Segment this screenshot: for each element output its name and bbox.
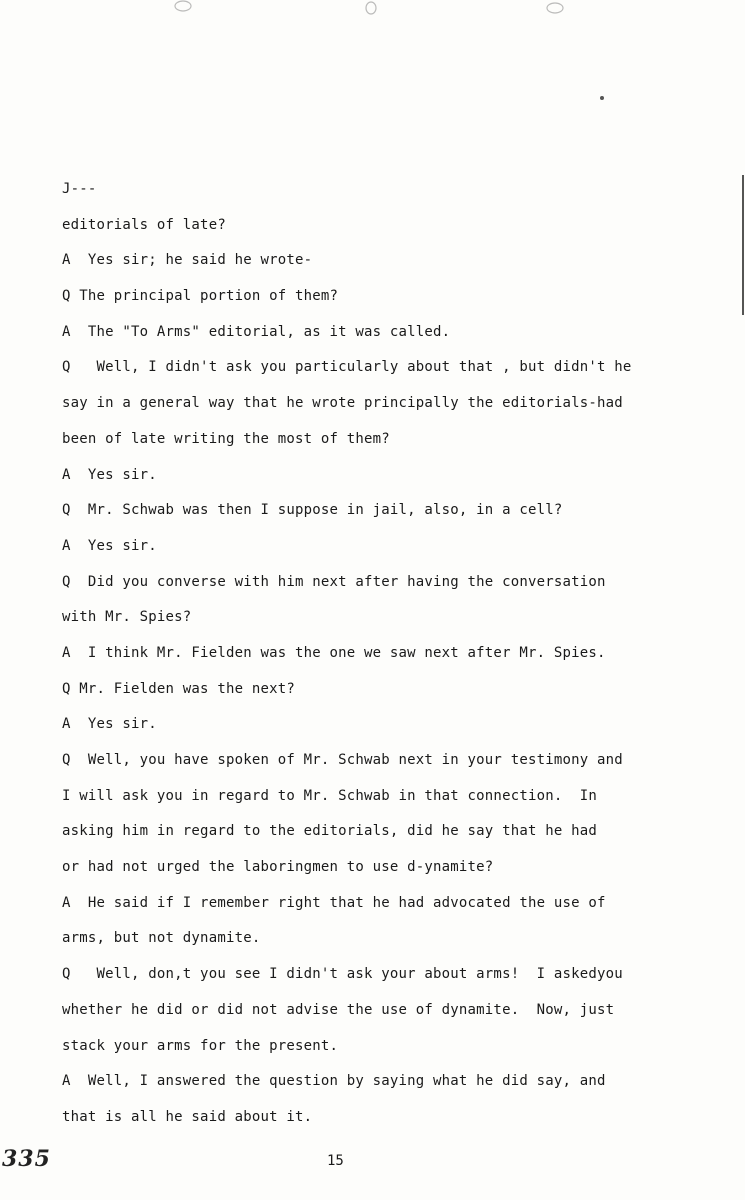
transcript-line: A Yes sir; he said he wrote- [62,252,313,269]
page-number: 15 [327,1153,344,1169]
transcript-line: Q Mr. Schwab was then I suppose in jail, also, in a cell? [62,502,563,519]
transcript-line: Q Did you converse with him next after having the conversation [62,573,606,590]
punch-mark-left [172,0,194,16]
transcript-line: with Mr. Spies? [62,609,192,626]
punch-mark-right-icon [544,0,566,16]
handwritten-margin-note: 335 [2,1146,51,1172]
ink-speck [600,96,604,100]
transcript-body [62,172,712,1136]
transcript-line: A I think Mr. Fielden was the one we saw next after Mr. Spies. [62,644,606,661]
transcript-line: say in a general way that he wrote principally the editorials-had [62,395,623,412]
transcript-line: Q Well, I didn't ask you particularly about that , but didn't he [62,359,632,376]
transcript-line: A Yes sir. [62,466,157,483]
transcript-line: Q Mr. Fielden was the next? [62,680,295,697]
transcript-line: or had not urged the laboringmen to use d-ynamite? [62,859,494,876]
punch-mark-center-icon [360,0,382,16]
transcript-line: A He said if I remember right that he had advocated the use of [62,894,606,911]
transcript-line: Q Well, don,t you see I didn't ask your about arms! I askedyou [62,966,623,983]
punch-mark-center [360,0,382,16]
page-edge-shadow [742,175,744,315]
section-header: J--- [62,181,97,197]
transcript-line: A Well, I answered the question by saying what he did say, and [62,1073,606,1090]
transcript-line: Q Well, you have spoken of Mr. Schwab next in your testimony and [62,752,623,768]
transcript-line: been of late writing the most of them? [62,430,390,447]
transcript-line: A The "To Arms" editorial, as it was called. [62,323,451,340]
transcript-line: Q The principal portion of them? [62,288,339,305]
transcript-line: whether he did or did not advise the use of dynamite. Now, just [62,1001,615,1018]
transcript-line: A Yes sir. [62,537,157,554]
transcript-line: asking him in regard to the editorials, did he say that he had [62,823,597,840]
transcript-line: editorials of late? [62,216,226,233]
punch-mark-left-icon [172,0,194,16]
transcript-line: A Yes sir. [62,716,157,733]
punch-mark-right [544,0,566,16]
transcript-line: that is all he said about it. [62,1108,313,1125]
transcript-line: arms, but not dynamite. [62,930,261,947]
transcript-line: I will ask you in regard to Mr. Schwab in that connection. In [62,787,597,804]
transcript-line: stack your arms for the present. [62,1037,339,1054]
